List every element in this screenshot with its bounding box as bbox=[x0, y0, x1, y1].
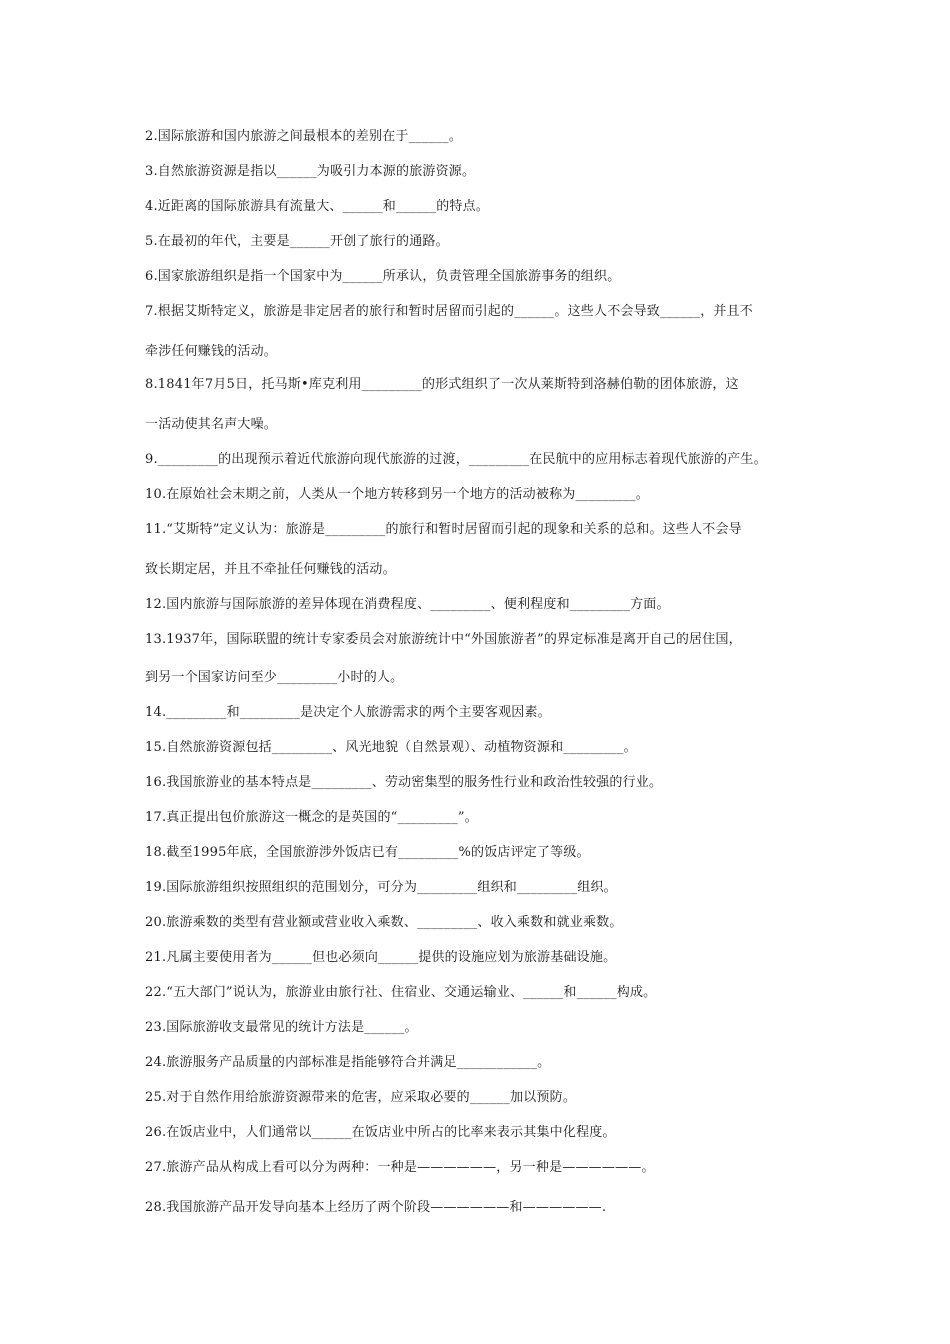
question-26: 26.在饭店业中，人们通常以______在饭店业中所占的比率来表示其集中化程度。 bbox=[145, 1125, 616, 1140]
question-12: 12.国内旅游与国际旅游的差异体现在消费程度、_________、便利程度和_________方面。 bbox=[145, 597, 670, 612]
question-28: 28.我国旅游产品开发导向基本上经历了两个阶段——————和——————. bbox=[145, 1200, 607, 1215]
question-17: 17.真正提出包价旅游这一概念的是英国的“_________”。 bbox=[145, 810, 478, 825]
question-10: 10.在原始社会末期之前，人类从一个地方转移到另一个地方的活动被称为_________。 bbox=[145, 487, 649, 502]
question-2: 2.国际旅游和国内旅游之间最根本的差别在于______。 bbox=[145, 129, 463, 144]
question-11-line-2: 致长期定居，并且不牵扯任何赚钱的活动。 bbox=[145, 562, 396, 577]
question-22: 22.“五大部门”说认为，旅游业由旅行社、住宿业、交通运输业、______和______构成。 bbox=[145, 985, 657, 1000]
question-5: 5.在最初的年代，主要是______开创了旅行的通路。 bbox=[145, 234, 449, 249]
question-3: 3.自然旅游资源是指以______为吸引力本源的旅游资源。 bbox=[145, 164, 476, 179]
question-7-line-1: 7.根据艾斯特定义，旅游是非定居者的旅行和暂时居留而引起的______。这些人不会导致______，并且不 bbox=[145, 304, 754, 319]
question-27: 27.旅游产品从构成上看可以分为两种：一种是——————，另一种是——————。 bbox=[145, 1160, 655, 1175]
question-24: 24.旅游服务产品质量的内部标准是指能够符合并满足____________。 bbox=[145, 1055, 551, 1070]
question-8-line-2: 一活动使其名声大噪。 bbox=[145, 417, 278, 432]
question-14: 14._________和_________是决定个人旅游需求的两个主要客观因素。 bbox=[145, 705, 551, 720]
question-21: 21.凡属主要使用者为______但也必须向______提供的设施应划为旅游基础设施。 bbox=[145, 950, 617, 965]
question-4: 4.近距离的国际旅游具有流量大、______和______的特点。 bbox=[145, 199, 490, 214]
question-23: 23.国际旅游收支最常见的统计方法是______。 bbox=[145, 1020, 418, 1035]
question-18: 18.截至1995年底，全国旅游涉外饭店已有_________%的饭店评定了等级。 bbox=[145, 845, 590, 860]
question-13-line-2: 到另一个国家访问至少_________小时的人。 bbox=[145, 670, 404, 685]
question-13-line-1: 13.1937年，国际联盟的统计专家委员会对旅游统计中“外国旅游者”的界定标准是离开自己的居住国， bbox=[145, 632, 742, 647]
question-19: 19.国际旅游组织按照组织的范围划分，可分为_________组织和_________组织。 bbox=[145, 880, 617, 895]
question-6: 6.国家旅游组织是指一个国家中为______所承认，负责管理全国旅游事务的组织。 bbox=[145, 269, 621, 284]
question-7-line-2: 牵涉任何赚钱的活动。 bbox=[145, 344, 278, 359]
question-11-line-1: 11.“艾斯特”定义认为：旅游是_________的旅行和暂时居留而引起的现象和关系的总和。这些人不会导 bbox=[145, 522, 742, 537]
question-8-line-1: 8.1841年7月5日，托马斯•库克利用_________的形式组织了一次从莱斯特到洛赫伯勒的团体旅游，这 bbox=[145, 377, 739, 392]
question-25: 25.对于自然作用给旅游资源带来的危害，应采取必要的______加以预防。 bbox=[145, 1090, 577, 1105]
question-16: 16.我国旅游业的基本特点是_________、劳动密集型的服务性行业和政治性较强的行业。 bbox=[145, 775, 663, 790]
question-20: 20.旅游乘数的类型有营业额或营业收入乘数、_________、收入乘数和就业乘数。 bbox=[145, 915, 623, 930]
question-15: 15.自然旅游资源包括_________、风光地貌（自然景观）、动植物资源和_________。 bbox=[145, 740, 637, 755]
question-9: 9._________的出现预示着近代旅游向现代旅游的过渡，_________在民航中的应用标志着现代旅游的产生。 bbox=[145, 452, 767, 467]
